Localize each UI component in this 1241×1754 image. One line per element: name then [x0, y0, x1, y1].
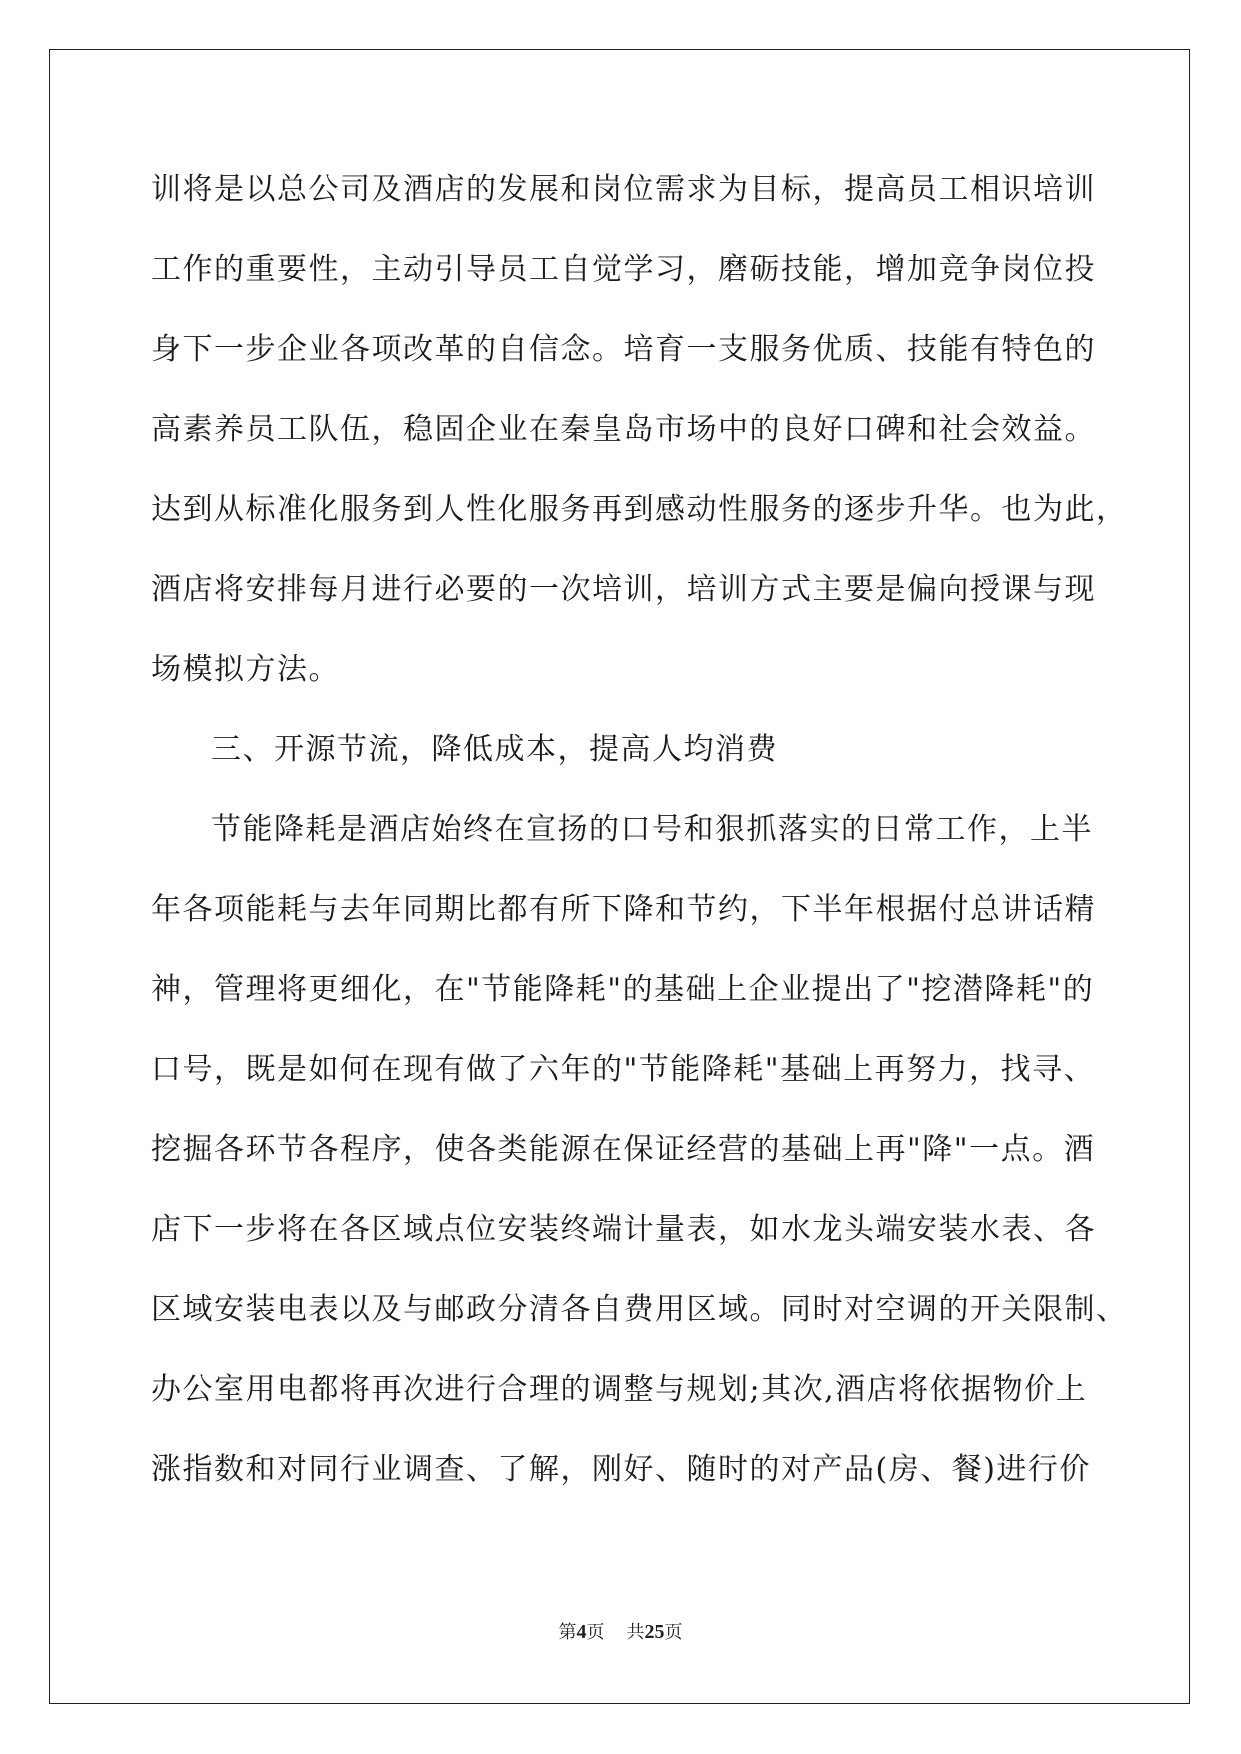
text-line: 高素养员工队伍，稳固企业在秦皇岛市场中的良好口碑和社会效益。 [151, 412, 1096, 447]
text-line: 酒店将安排每月进行必要的一次培训，培训方式主要是偏向授课与现 [151, 572, 1096, 607]
section-heading: 三、开源节流，降低成本，提高人均消费 [211, 732, 778, 767]
text-line: 工作的重要性，主动引导员工自觉学习，磨砺技能，增加竞争岗位投 [151, 252, 1096, 287]
text-line: 达到从标准化服务到人性化服务再到感动性服务的逐步升华。也为此， [151, 492, 1128, 527]
text-line: 身下一步企业各项改革的自信念。培育一支服务优质、技能有特色的 [151, 332, 1096, 367]
text-line: 办公室用电都将再次进行合理的调整与规划;其次,酒店将依据物价上 [151, 1372, 1088, 1407]
text-line: 场模拟方法。 [151, 652, 340, 687]
total-prefix: 共 [626, 1622, 645, 1643]
text-line: 挖掘各环节各程序，使各类能源在保证经营的基础上再"降"一点。酒 [151, 1132, 1096, 1167]
total-suffix: 页 [664, 1622, 683, 1643]
text-line: 区域安装电表以及与邮政分清各自费用区域。同时对空调的开关限制、 [151, 1292, 1128, 1327]
text-line: 训将是以总公司及酒店的发展和岗位需求为目标，提高员工相识培训 [151, 172, 1096, 207]
text-line: 店下一步将在各区域点位安装终端计量表，如水龙头端安装水表、各 [151, 1212, 1096, 1247]
page-number: 4 [576, 1621, 587, 1643]
text-line: 神，管理将更细化，在"节能降耗"的基础上企业提出了"挖潜降耗"的 [151, 972, 1095, 1007]
text-line: 口号，既是如何在现有做了六年的"节能降耗"基础上再努力，找寻、 [151, 1052, 1096, 1087]
page-suffix: 页 [586, 1622, 605, 1643]
total-pages: 25 [644, 1621, 665, 1643]
page-footer [0, 1618, 1241, 1644]
text-line: 涨指数和对同行业调查、了解，刚好、随时的对产品(房、餐)进行价 [151, 1452, 1091, 1487]
document-body [151, 150, 1128, 1510]
text-line: 年各项能耗与去年同期比都有所下降和节约，下半年根据付总讲话精 [151, 892, 1096, 927]
paragraph-start-line: 节能降耗是酒店始终在宣扬的口号和狠抓落实的日常工作，上半 [211, 812, 1093, 847]
page-prefix: 第 [558, 1622, 577, 1643]
